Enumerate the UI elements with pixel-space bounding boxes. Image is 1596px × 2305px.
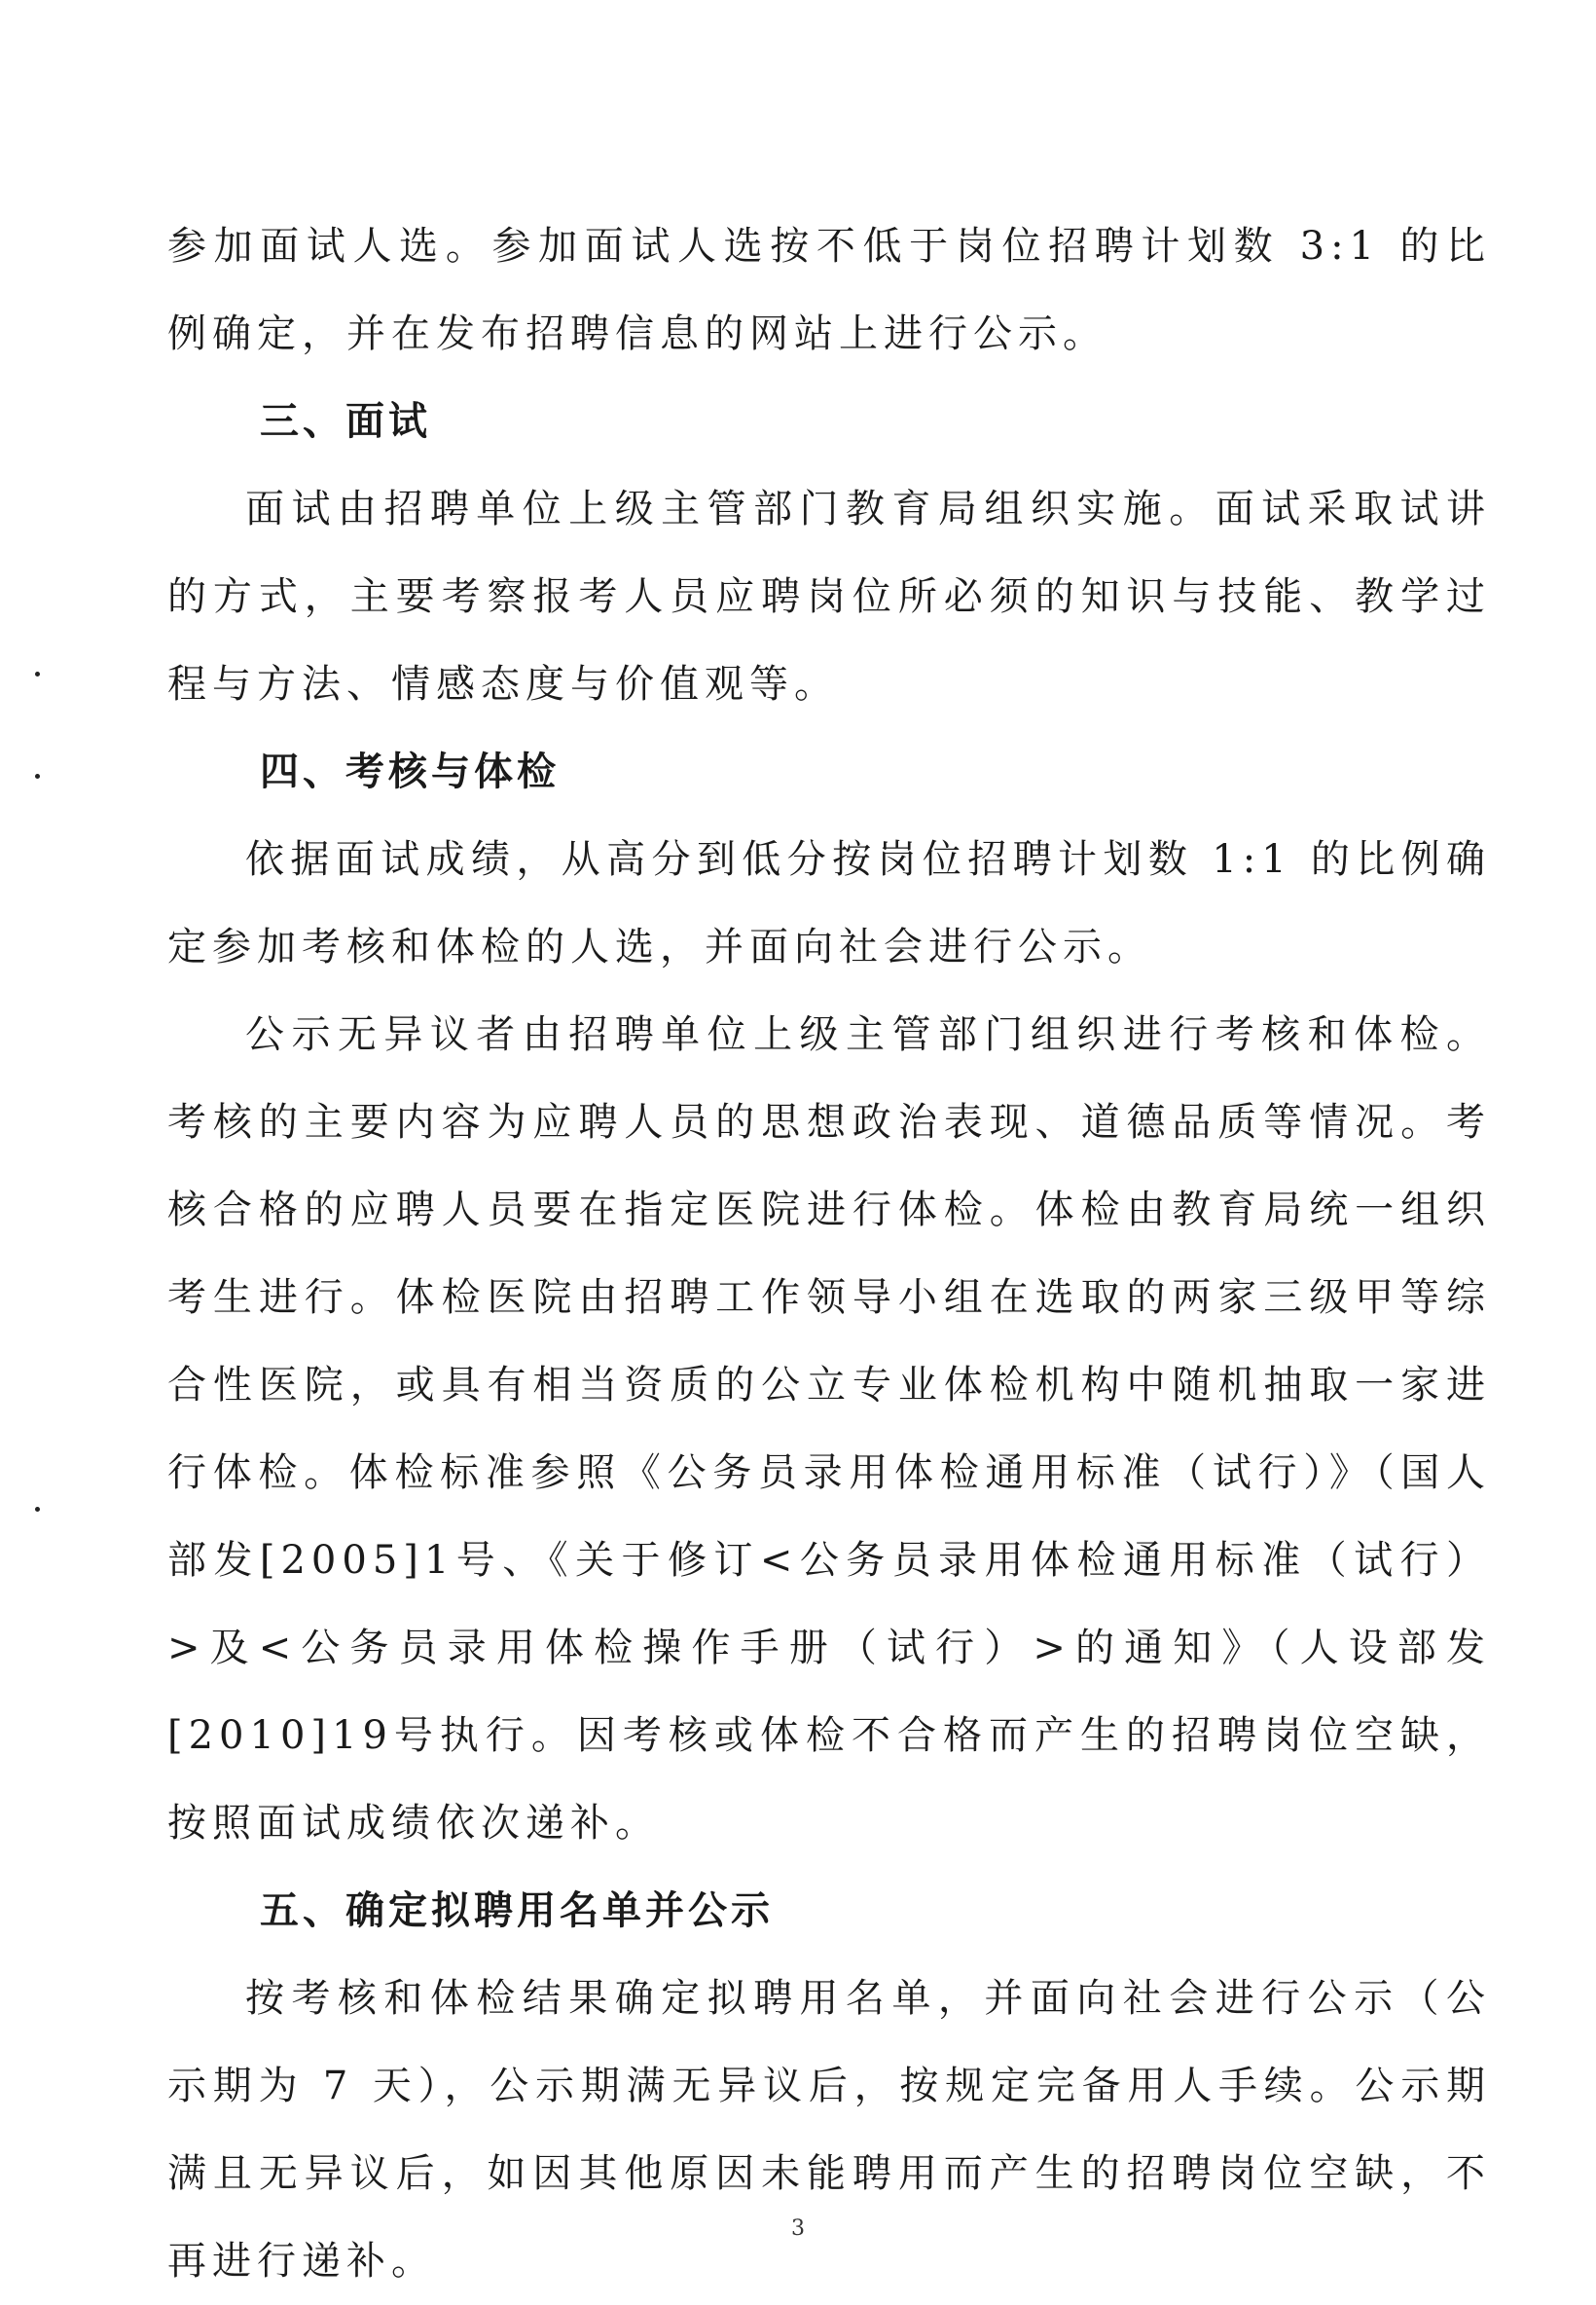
section-heading-interview: 三、面试 [260, 399, 431, 444]
section-heading-assessment: 四、考核与体检 [260, 750, 560, 794]
scan-mark [35, 1507, 40, 1512]
paragraph-interview: 面试由招聘单位上级主管部门教育局组织实施。面试采取试讲的方式，主要考察报考人员应聘岗位所必须的知识与技能、教学过程与方法、情感态度与价值观等。 [167, 487, 1491, 707]
paragraph-assessment-details: 公示无异议者由招聘单位上级主管部门组织进行考核和体检。考核的主要内容为应聘人员的思想政治表现、道德品质等情况。考核合格的应聘人员要在指定医院进行体检。体检由教育局统一组织考生进行。体检医院由招聘工作领导小组在选取的两家三级甲等综合性医院，或具有相当资质的公立专业体检机构中随机抽取一家进行体检。体检标准参照《公务员录用体检通用标准（试行）》（国人部发[2005]1号、《关于修订<公务员录用体检通用标准（试行）>及<公务员录用体检操作手册（试行）>的通知》（人设部发[2010]19号执行。因考核或体检不合格而产生的招聘岗位空缺，按照面试成绩依次递补。 [167, 1012, 1491, 1846]
scan-mark [35, 672, 40, 677]
paragraph-continued: 参加面试人选。参加面试人选按不低于岗位招聘计划数 3:1 的比例确定，并在发布招聘信息的网站上进行公示。 [167, 224, 1491, 356]
page-number: 3 [791, 2216, 805, 2241]
paragraph-publicity: 按考核和体检结果确定拟聘用名单，并面向社会进行公示（公示期为 7 天），公示期满无异议后，按规定完备用人手续。公示期满且无异议后，如因其他原因未能聘用而产生的招聘岗位空缺，不再进行递补。 [167, 1976, 1491, 2284]
paragraph-assessment-selection: 依据面试成绩，从高分到低分按岗位招聘计划数 1:1 的比例确定参加考核和体检的人选，并面向社会进行公示。 [167, 837, 1491, 970]
document-body [167, 202, 1491, 2305]
scan-mark [35, 774, 40, 779]
section-heading-publicity: 五、确定拟聘用名单并公示 [260, 1888, 774, 1933]
